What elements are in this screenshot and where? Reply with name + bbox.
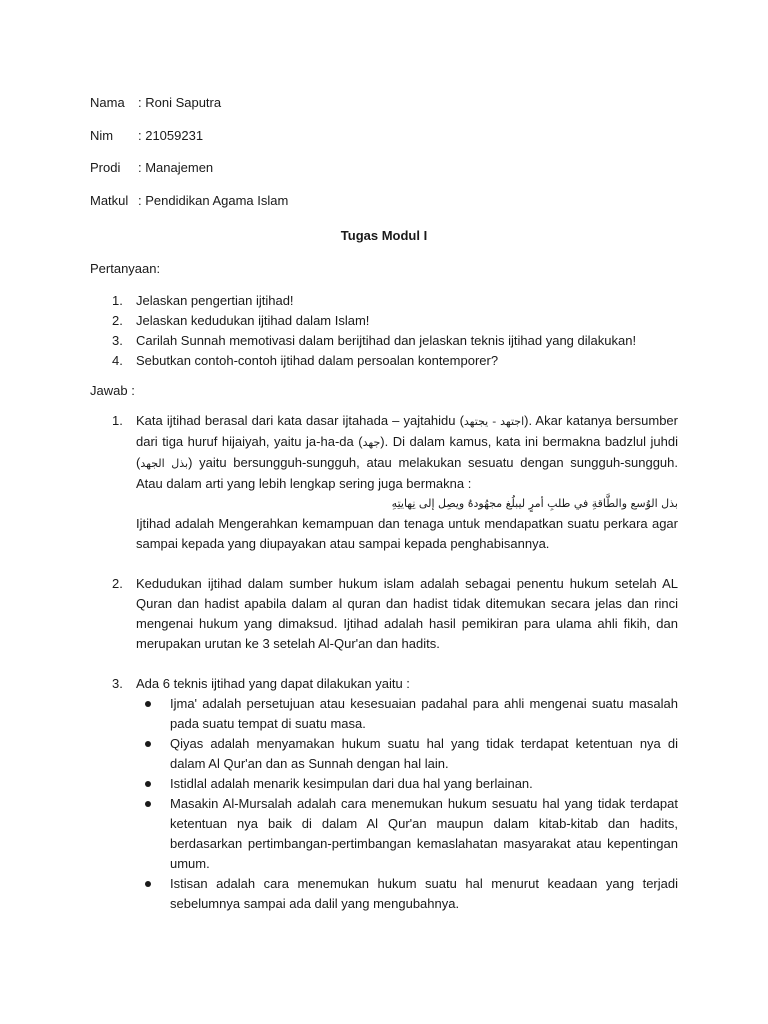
identity-label: Nim xyxy=(90,128,114,143)
answer-list xyxy=(90,411,678,914)
answer-number: 3. xyxy=(112,676,123,691)
identity-prodi-row xyxy=(90,160,213,176)
identity-label: Prodi xyxy=(90,160,121,175)
identity-value: : Roni Saputra xyxy=(138,95,222,110)
question-text: Jelaskan kedudukan ijtihad dalam Islam! xyxy=(136,313,370,328)
document-title: Tugas Modul I xyxy=(340,228,428,243)
question-number: 1. xyxy=(112,293,123,308)
question-item xyxy=(90,331,680,351)
answer-text: ) yaitu bersungguh-sungguh, atau melakukan sesuatu dengan sungguh-sungguh. Atau dalam arti yang lebih lengkap sering juga bermakna : xyxy=(136,455,678,491)
arabic-definition: بذل الوُسع والطَّاقةِ في طلبِ أمرٍ ليبلُغ مجهُودهُ ويصِل إلى نِهايتِهِ xyxy=(391,497,678,510)
technique-item xyxy=(136,794,678,874)
identity-label: Nama xyxy=(90,95,125,110)
question-list xyxy=(90,291,680,371)
bullet-icon xyxy=(145,701,151,707)
technique-list xyxy=(136,694,678,914)
technique-item xyxy=(136,734,678,774)
spacer xyxy=(90,554,678,574)
answer-number: 2. xyxy=(112,576,123,591)
technique-text: Masakin Al-Mursalah adalah cara menemukan hukum sesuatu hal yang tidak terdapat ketentuan nya baik di dalam Al Qur'an maupun dalam kitab-kitab dan hadits, berdasarkan pertimbangan-pertimbangan kemaslahatan masyarakat atau kepentingan umum. xyxy=(170,796,678,871)
answer-paragraph xyxy=(136,411,678,494)
spacer xyxy=(90,654,678,674)
question-text: Sebutkan contoh-contoh ijtihad dalam persoalan kontemporer? xyxy=(136,353,499,368)
question-item xyxy=(90,311,680,331)
arabic-term: جهد xyxy=(362,436,381,449)
answers-heading: Jawab : xyxy=(90,383,135,398)
arabic-term: اجتهد - يجتهد xyxy=(463,415,525,428)
arabic-term: بذل الجهد xyxy=(140,457,189,470)
answer-intro: Ada 6 teknis ijtihad yang dapat dilakukan yaitu : xyxy=(136,676,410,691)
technique-text: Ijma' adalah persetujuan atau kesesuaian padahal para ahli mengenai suatu masalah pada suatu tempat di suatu masa. xyxy=(170,696,678,731)
answer-number: 1. xyxy=(112,413,123,428)
bullet-icon xyxy=(145,741,151,747)
identity-label: Matkul xyxy=(90,193,129,208)
answer-paragraph: Ijtihad adalah Mengerahkan kemampuan dan tenaga untuk mendapatkan suatu perkara agar sampai kepada yang diupayakan atau sampai kepada penghabisannya. xyxy=(136,516,678,551)
question-item xyxy=(90,291,680,311)
answer-item-2 xyxy=(90,574,678,654)
answer-text: Kata ijtihad berasal dari kata dasar ijtahada – yajtahidu ( xyxy=(136,413,464,428)
question-number: 4. xyxy=(112,353,123,368)
technique-text: Qiyas adalah menyamakan hukum suatu hal yang tidak terdapat ketentuan nya di dalam Al Qur'an dan as Sunnah dengan hal lain. xyxy=(170,736,678,771)
technique-text: Istidlal adalah menarik kesimpulan dari dua hal yang berlainan. xyxy=(170,776,533,791)
technique-text: Istisan adalah cara menemukan hukum suatu hal menurut keadaan yang terjadi sebelumnya sampai ada dalil yang mengubahnya. xyxy=(170,876,678,911)
identity-value: : 21059231 xyxy=(138,128,204,143)
question-text: Jelaskan pengertian ijtihad! xyxy=(136,293,294,308)
bullet-icon xyxy=(145,881,151,887)
identity-matkul-row xyxy=(90,193,288,209)
identity-value: : Manajemen xyxy=(138,160,214,175)
answer-item-1 xyxy=(90,411,678,554)
question-text: Carilah Sunnah memotivasi dalam berijtihad dan jelaskan teknis ijtihad yang dilakukan! xyxy=(136,333,637,348)
identity-name-row xyxy=(90,95,221,111)
answer-item-3 xyxy=(90,674,678,914)
bullet-icon xyxy=(145,801,151,807)
question-item xyxy=(90,351,680,371)
bullet-icon xyxy=(145,781,151,787)
answer-paragraph: Kedudukan ijtihad dalam sumber hukum islam adalah sebagai penentu hukum setelah AL Quran dan hadist apabila dalam al quran dan hadist tidak ditemukan secara jelas dan rinci mengenai hukum yang dimaksud. Ijtihad adalah hasil pemikiran para ulama ahli fikih, dan merupakan urutan ke 3 setelah Al-Qur'an dan hadits. xyxy=(136,576,678,651)
technique-item xyxy=(136,874,678,914)
technique-item xyxy=(136,694,678,734)
technique-item xyxy=(136,774,678,794)
identity-nim-row xyxy=(90,128,203,144)
question-number: 2. xyxy=(112,313,123,328)
answer-text: ). Di dalam kamus, kata ini bermakna badzlul juhdi ( xyxy=(136,434,679,470)
answer-text: ). Akar katanya bersumber dari tiga huruf hijaiyah, yaitu ja-ha-da ( xyxy=(136,413,678,449)
question-number: 3. xyxy=(112,333,123,348)
questions-heading: Pertanyaan: xyxy=(90,261,161,276)
identity-value: : Pendidikan Agama Islam xyxy=(138,193,289,208)
